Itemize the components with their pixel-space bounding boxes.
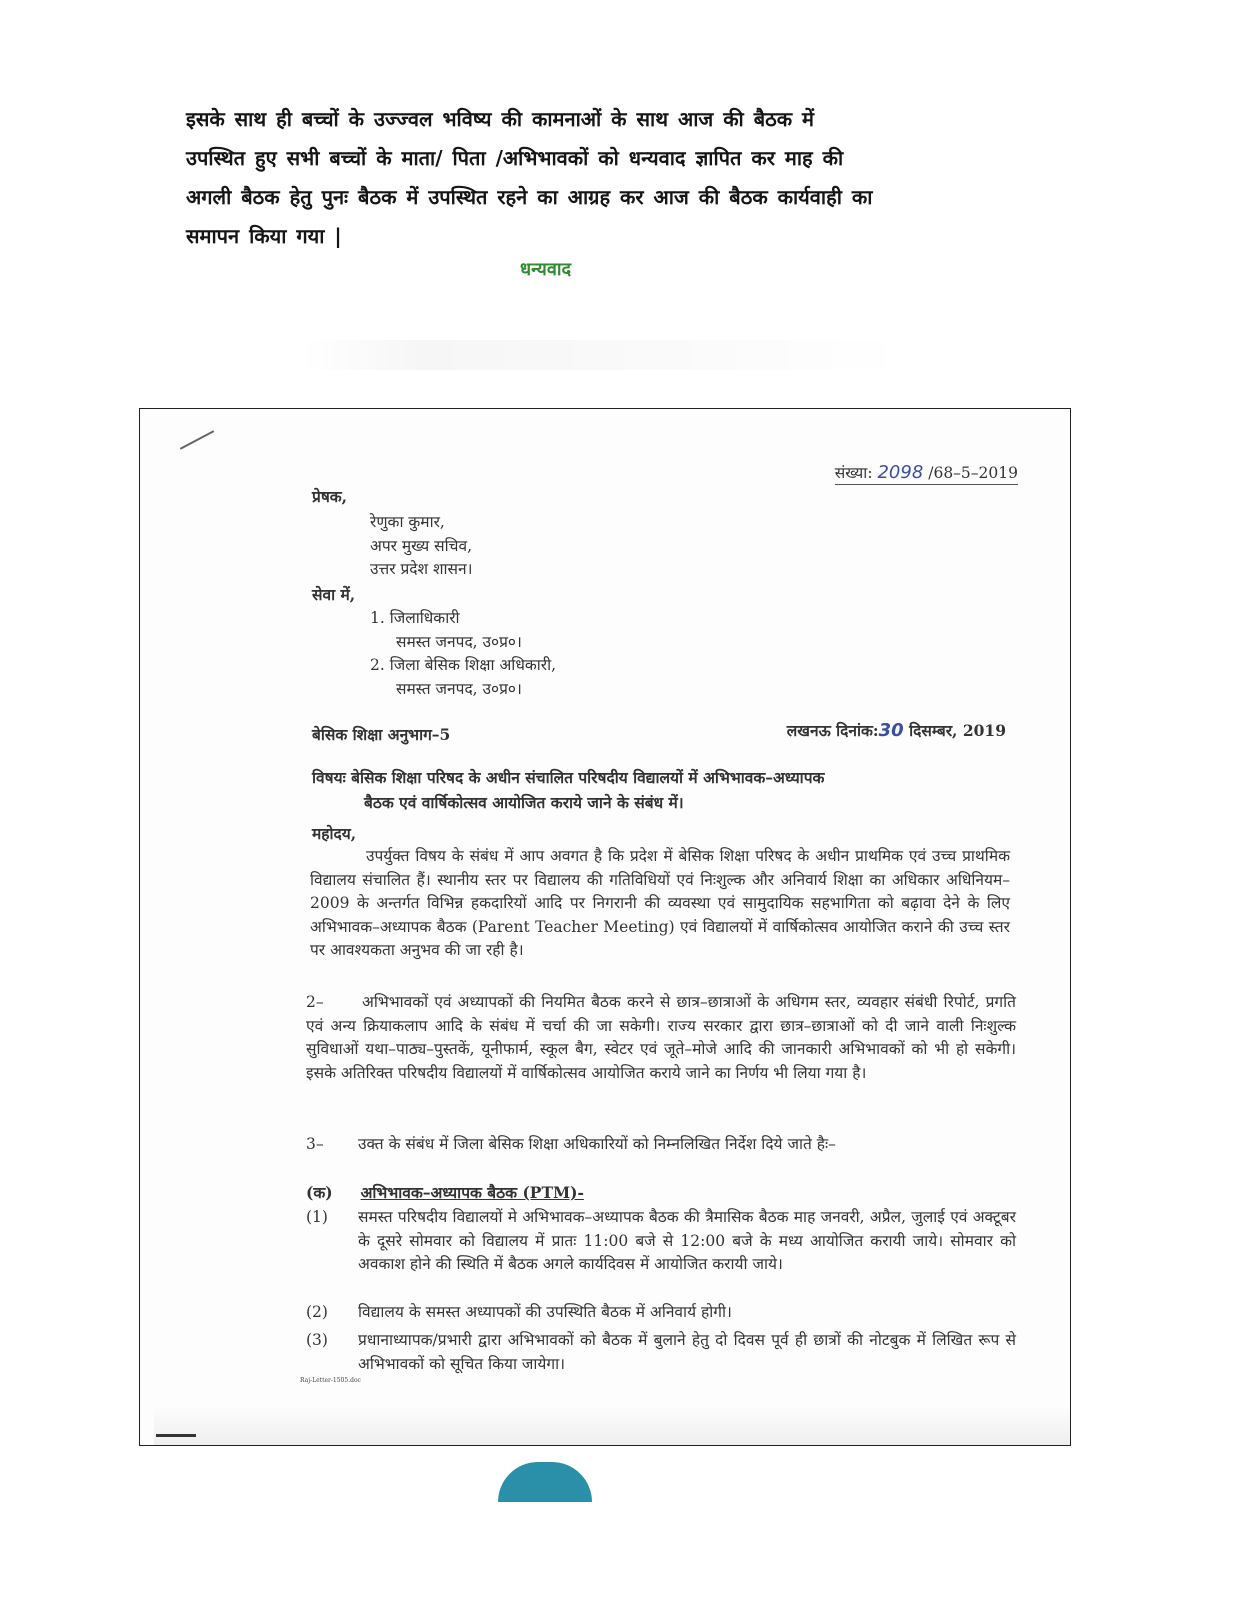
item-number: (2) — [306, 1303, 328, 1321]
item-text: प्रधानाध्यापक/प्रभारी द्वारा अभिभावकों को बैठक में बुलाने हेतु दो दिवस पूर्व ही छात्रों की नोटबुक में लिखित रूप से अभिभावकों को सूचित किया जायेगा। — [358, 1331, 1016, 1373]
recipients-block — [370, 607, 556, 701]
recipient-line: समस्त जनपद, उ०प्र०। — [396, 679, 522, 698]
intro-line: अगली बैठक हेतु पुनः बैठक में उपस्थित रहने का आग्रह कर आज की बैठक कार्यवाही का — [186, 185, 873, 209]
date-day-handwritten: 30 — [878, 720, 904, 741]
file-reference: Raj-Letter-1505.doc — [300, 1377, 361, 1384]
item-number: (1) — [306, 1208, 328, 1226]
list-item — [306, 1301, 1016, 1325]
scanned-letter — [139, 408, 1071, 1446]
date-rest: दिसम्बर, 2019 — [909, 721, 1006, 740]
intro-paragraph — [186, 100, 1026, 256]
reference-number — [835, 461, 1018, 485]
list-item — [306, 1329, 1016, 1376]
paragraph-number: 3– — [306, 1135, 324, 1153]
paragraph-2 — [306, 991, 1016, 1085]
item-text: समस्त परिषदीय विद्यालयों मे अभिभावक–अध्यापक बैठक की त्रैमासिक बैठक माह जनवरी, अप्रैल, जुलाई एवं अक्टूबर के दूसरे सोमवार को विद्यालय में प्रातः 11:00 बजे से 12:00 बजे के मध्य आयोजित करायी जाये। सोमवार को अवकाश होने की स्थिति में बैठक अगले कार्यदिवस में आयोजित करायी जाये। — [358, 1208, 1016, 1273]
date-prefix: लखनऊ दिनांक: — [786, 721, 879, 740]
department: बेसिक शिक्षा अनुभाग–5 — [312, 725, 451, 744]
intro-line: इसके साथ ही बच्चों के उज्ज्वल भविष्य की कामनाओं के साथ आज की बैठक में — [186, 107, 815, 131]
thanks-text: धन्यवाद — [520, 259, 572, 280]
page-indicator-tab — [498, 1462, 592, 1502]
letter-date — [787, 719, 1006, 741]
sender-line: अपर मुख्य सचिव, — [370, 536, 473, 555]
sender-line: उत्तर प्रदेश शासन। — [370, 560, 473, 578]
item-text: विद्यालय के समस्त अध्यापकों की उपस्थिति बैठक में अनिवार्य होगी। — [358, 1303, 732, 1321]
list-item — [306, 1206, 1016, 1277]
sender-label: प्रेषक, — [312, 487, 348, 506]
scan-edge-bar — [156, 1434, 196, 1437]
pen-stroke-mark — [180, 430, 214, 450]
intro-line: उपस्थित हुए सभी बच्चों के माता/ पिता /अभिभावकों को धन्यवाद ज्ञापित कर माह की — [186, 146, 844, 170]
recipient-line: 2. जिला बेसिक शिक्षा अधिकारी, — [370, 656, 557, 674]
paragraph-text: अभिभावकों एवं अध्यापकों की नियमित बैठक करने से छात्र–छात्राओं के अधिगम स्तर, व्यवहार संबंधी रिपोर्ट, प्रगति एवं अन्य क्रियाकलाप आदि के संबंध में चर्चा की जा सकेगी। राज्य सरकार द्वारा छात्र–छात्राओं को दी जाने वाली निःशुल्क सुविधाओं यथा–पाठ्य–पुस्तकें, यूनीफार्म, स्कूल बैग, स्वेटर एवं जूते–मोजे आदि की जानकारी अभिभावकों को भी हो सकेगी। इसके अतिरिक्त परिषदीय विद्यालयों में वार्षिकोत्सव आयोजित कराये जाने का निर्णय भी लिया गया है। — [306, 993, 1016, 1082]
paragraph-number: 2– — [306, 993, 324, 1011]
subject-line: बैठक एवं वार्षिकोत्सव आयोजित कराये जाने के संबंध में। — [364, 793, 684, 812]
salutation: महोदय, — [312, 824, 357, 843]
item-number: (3) — [306, 1331, 328, 1349]
to-label: सेवा में, — [312, 585, 356, 604]
ref-handwritten-number: 2098 — [877, 462, 924, 483]
paragraph-1: उपर्युक्त विषय के संबंध में आप अवगत है कि प्रदेश में बेसिक शिक्षा परिषद के अधीन प्राथमिक एवं उच्च प्राथमिक विद्यालय संचालित हैं। स्थानीय स्तर पर विद्यालय की गतिविधियों एवं निःशुल्क और अनिवार्य शिक्षा का अधिकार अधिनियम–2009 के अन्तर्गत विभिन्न हकदारियों आदि पर निगरानी की व्यवस्था एवं सामुदायिक सहभागिता को बढ़ावा देने के लिए अभिभावक–अध्यापक बैठक (Parent Teacher Meeting) एवं विद्यालयों में वार्षिकोत्सव आयोजित कराने की उच्च स्तर पर आवश्यकता अनुभव की जा रही है। — [310, 847, 1010, 959]
section-label: (क) — [306, 1183, 333, 1202]
subject — [312, 765, 1018, 815]
section-heading — [306, 1181, 584, 1203]
subject-line: विषयः बेसिक शिक्षा परिषद के अधीन संचालित परिषदीय विद्यालयों में अभिभावक–अध्यापक — [312, 768, 825, 787]
scan-smudge — [300, 340, 910, 370]
recipient-line: 1. जिलाधिकारी — [370, 609, 460, 627]
sender-line: रेणुका कुमार, — [370, 513, 445, 531]
section-title: अभिभावक–अध्यापक बैठक (PTM)- — [360, 1183, 584, 1202]
ref-label: संख्या: — [834, 464, 873, 482]
intro-line: समापन किया गया | — [186, 224, 342, 248]
letter-body — [140, 409, 1070, 1445]
paragraph-text: उक्त के संबंध में जिला बेसिक शिक्षा अधिकारियों को निम्नलिखित निर्देश दिये जाते हैः– — [358, 1135, 836, 1153]
ref-suffix: /68–5–2019 — [928, 464, 1018, 482]
sender-block — [370, 511, 473, 582]
scan-shadow — [154, 1405, 1070, 1445]
recipient-line: समस्त जनपद, उ०प्र०। — [396, 632, 522, 651]
paragraph-3 — [306, 1133, 1016, 1157]
